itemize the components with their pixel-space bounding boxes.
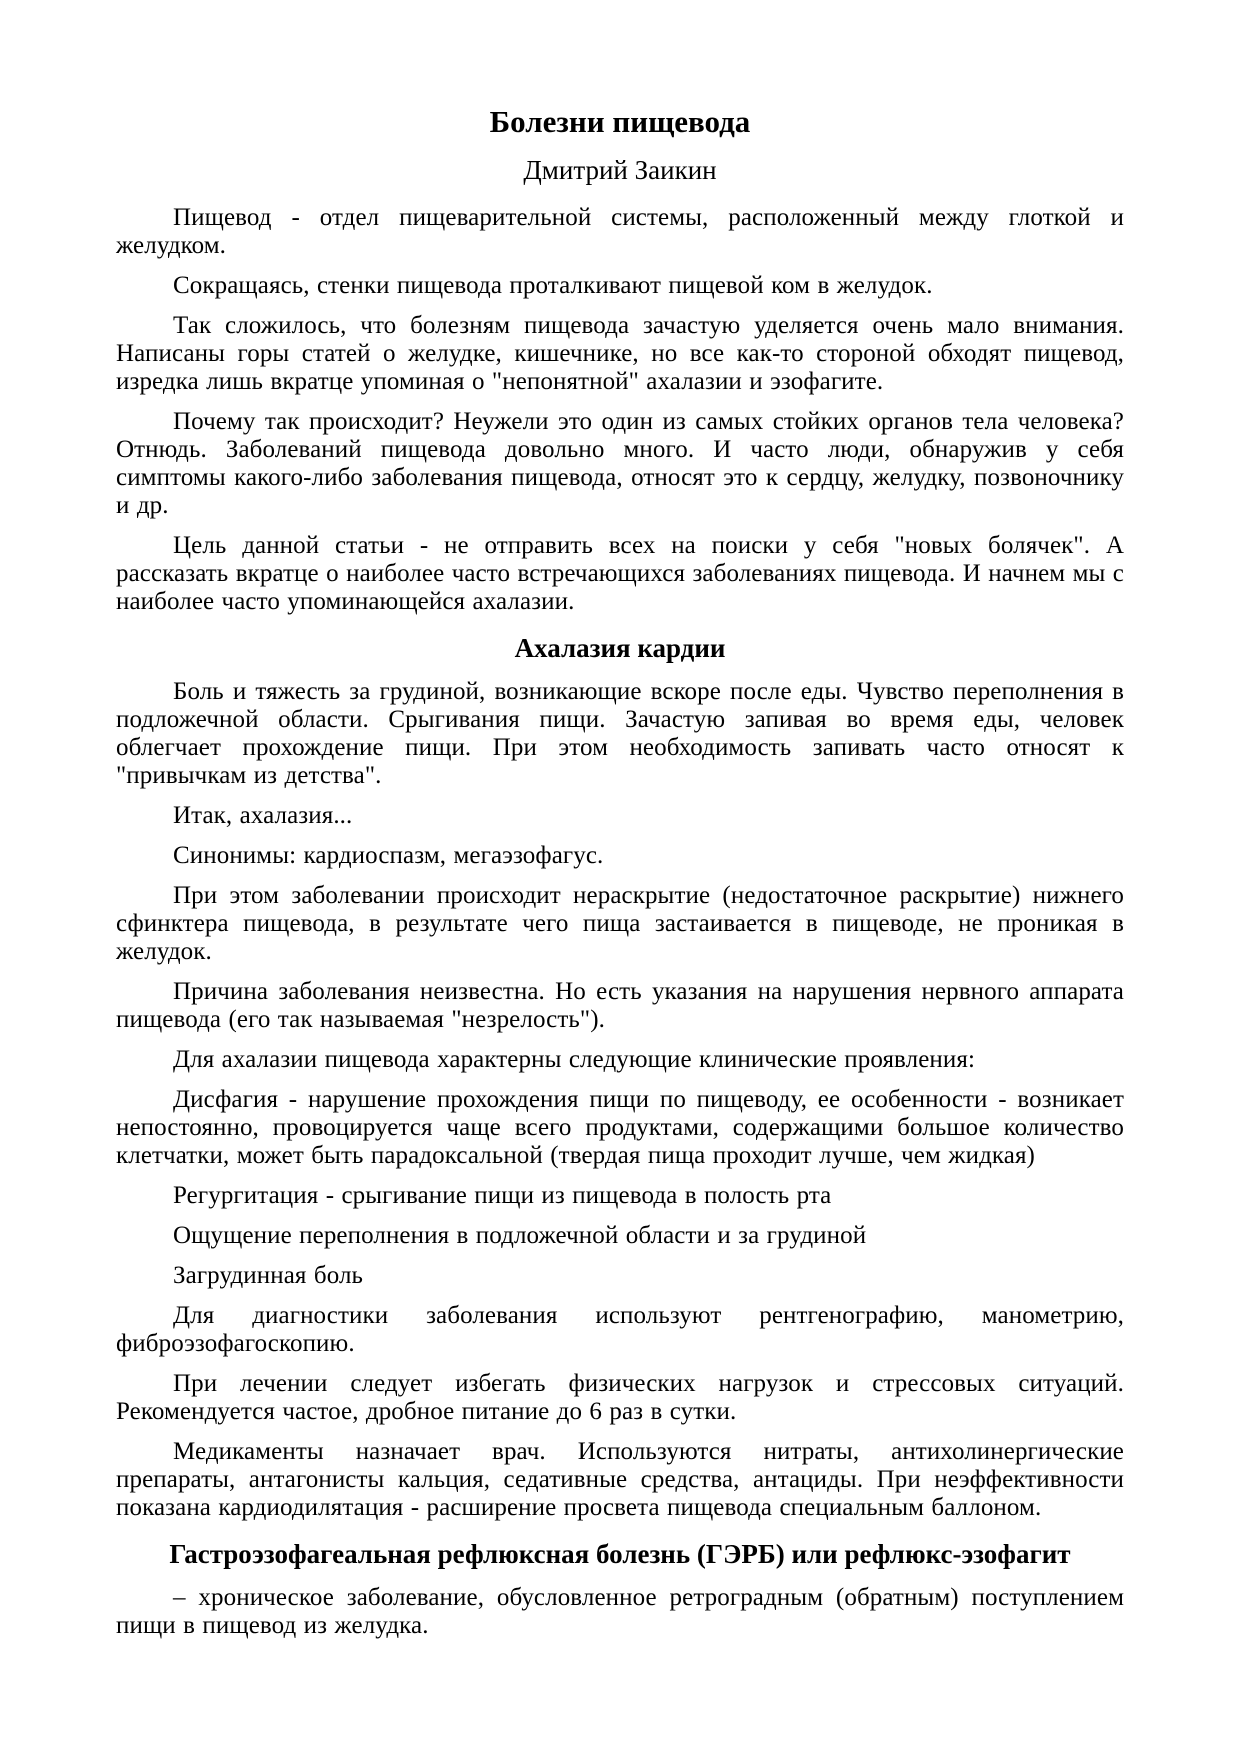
paragraph: Боль и тяжесть за грудиной, возникающие вскоре после еды. Чувство переполнения в подложечной области. Срыгивания пищи. Зачастую запивая во время еды, человек облегчает прохождение пищи. При этом необходимость запивать часто относят к "привычкам из детства". — [116, 678, 1124, 789]
paragraph: Цель данной статьи - не отправить всех на поиски у себя "новых болячек". А рассказать вкратце о наиболее часто встречающихся заболеваниях пищевода. И начнем мы с наиболее часто упоминающейся ахалазии. — [116, 532, 1124, 615]
paragraph: Синонимы: кардиоспазм, мегаэзофагус. — [173, 842, 604, 869]
paragraph: Для ахалазии пищевода характерны следующие клинические проявления: — [173, 1046, 976, 1073]
paragraph: – хроническое заболевание, обусловленное ретроградным (обратным) поступлением пищи в пищевод из желудка. — [116, 1584, 1124, 1639]
paragraph: Итак, ахалазия... — [173, 802, 353, 829]
document-author: Дмитрий Заикин — [523, 155, 717, 185]
paragraph: Пищевод - отдел пищеварительной системы, расположенный между глоткой и желудком. — [116, 204, 1124, 259]
paragraph: Сокращаясь, стенки пищевода проталкивают пищевой ком в желудок. — [173, 272, 933, 299]
paragraph: Для диагностики заболевания используют рентгенографию, манометрию, фиброэзофагоскопию. — [116, 1302, 1124, 1357]
paragraph: Загрудинная боль — [173, 1262, 364, 1289]
document-title: Болезни пищевода — [489, 104, 751, 139]
paragraph: Ощущение переполнения в подложечной области и за грудиной — [173, 1222, 867, 1249]
section-heading-gerd: Гастроэзофагеальная рефлюксная болезнь (ГЭРБ) или рефлюкс-эзофагит — [169, 1539, 1071, 1569]
paragraph: Причина заболевания неизвестна. Но есть указания на нарушения нервного аппарата пищевода (его так называемая "незрелость"). — [116, 978, 1124, 1033]
paragraph: Так сложилось, что болезням пищевода зачастую уделяется очень мало внимания. Написаны горы статей о желудке, кишечнике, но все как-то стороной обходят пищевод, изредка лишь вкратце упоминая о "непонятной" ахалазии и эзофагите. — [116, 312, 1124, 395]
paragraph: Дисфагия - нарушение прохождения пищи по пищеводу, ее особенности - возникает непостоянно, провоцируется чаще всего продуктами, содержащими большое количество клетчатки, может быть парадоксальной (твердая пища проходит лучше, чем жидкая) — [116, 1086, 1124, 1169]
paragraph: Медикаменты назначает врач. Используются нитраты, антихолинергические препараты, антагонисты кальция, седативные средства, антациды. При неэффективности показана кардиодилятация - расширение просвета пищевода специальным баллоном. — [116, 1438, 1124, 1521]
paragraph: При лечении следует избегать физических нагрузок и стрессовых ситуаций. Рекомендуется частое, дробное питание до 6 раз в сутки. — [116, 1370, 1124, 1425]
section-heading-achalasia: Ахалазия кардии — [514, 633, 726, 663]
paragraph: При этом заболевании происходит нераскрытие (недостаточное раскрытие) нижнего сфинктера пищевода, в результате чего пища застаивается в пищеводе, не проникая в желудок. — [116, 882, 1124, 965]
paragraph: Почему так происходит? Неужели это один из самых стойких органов тела человека? Отнюдь. Заболеваний пищевода довольно много. И часто люди, обнаружив у себя симптомы какого-либо заболевания пищевода, относят это к сердцу, желудку, позвоночнику и др. — [116, 408, 1124, 519]
paragraph: Регургитация - срыгивание пищи из пищевода в полость рта — [173, 1182, 832, 1209]
